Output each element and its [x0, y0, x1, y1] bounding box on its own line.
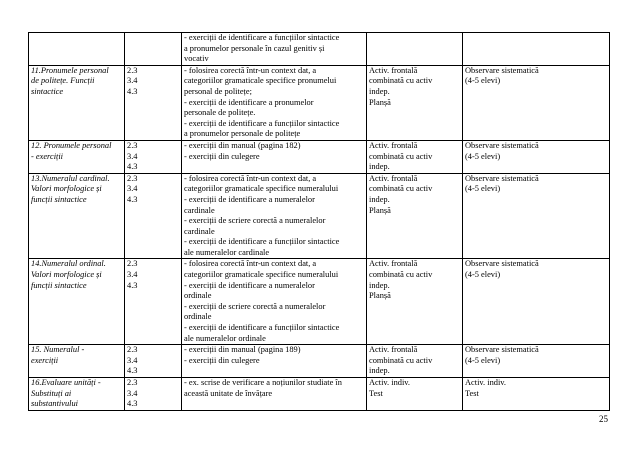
lesson-plan-table — [28, 32, 610, 411]
cell-line: 4.3 — [127, 366, 138, 376]
cell-line: 3.4 — [127, 184, 138, 194]
cell-line: 2.3 — [127, 345, 138, 355]
cell-line: Activ. frontală — [369, 173, 418, 183]
cell-line: Observare sistematică — [465, 65, 539, 75]
organization-cell — [367, 140, 463, 173]
cell-line: - exerciții de identificare a funcțiilor sintactice — [184, 118, 340, 128]
activities-cell — [182, 140, 367, 173]
cell-line: combinată cu activ — [369, 151, 433, 161]
cell-line: - exerciții din culegere — [184, 355, 260, 365]
table-row — [29, 140, 610, 173]
cell-line: indep. — [369, 366, 390, 376]
cell-line: 4.3 — [127, 162, 138, 172]
cell-line: - folosirea corectă într-un context dat, a — [184, 65, 317, 75]
cell-line: 2.3 — [127, 378, 138, 387]
cell-line: - exerciții de scriere corectă a numeralelor — [184, 216, 326, 226]
cell-line: Observare sistematică — [465, 173, 539, 183]
cell-line: - ex. scrise de verificare a noțiunilor studiate în — [184, 378, 342, 387]
cell-line: - exerciții de scriere corectă a numeralelor — [184, 301, 326, 311]
cell-line: ordinale — [184, 291, 212, 301]
cell-line: 2.3 — [127, 140, 138, 150]
cell-line: (4-5 elevi) — [465, 76, 501, 86]
cell-line: 4.3 — [127, 280, 138, 290]
topic-cell — [29, 378, 125, 411]
cell-line: funcții sintactice — [31, 194, 87, 204]
cell-line: cardinale — [184, 205, 215, 215]
cell-line: combinată cu activ — [369, 184, 433, 194]
cell-line: (4-5 elevi) — [465, 184, 501, 194]
cell-line: 3.4 — [127, 388, 138, 398]
cell-line: Activ. frontală — [369, 65, 418, 75]
cell-line: 3.4 — [127, 151, 138, 161]
cell-line: vocativ — [184, 54, 209, 64]
cell-line: indep. — [369, 162, 390, 172]
cell-line: (4-5 elevi) — [465, 151, 501, 161]
cell-line: indep. — [369, 86, 390, 96]
cell-line: Valori morfologice și — [31, 184, 102, 194]
cell-line: 2.3 — [127, 173, 138, 183]
cell-line: (4-5 elevi) — [465, 270, 501, 280]
cell-line: categoriilor gramaticale specifice numeralului — [184, 184, 339, 194]
cell-line: (4-5 elevi) — [465, 355, 501, 365]
activities-cell — [182, 33, 367, 66]
competences-cell — [125, 259, 182, 345]
organization-cell — [367, 345, 463, 378]
cell-line: sintactice — [31, 86, 64, 96]
cell-line: combinată cu activ — [369, 355, 433, 365]
table-row — [29, 345, 610, 378]
cell-line: - exerciții de identificare a funcțiilor sintactice — [184, 33, 340, 42]
cell-line: Activ. indiv. — [369, 378, 411, 387]
cell-line: Observare sistematică — [465, 259, 539, 269]
cell-line: această unitate de învățare — [184, 388, 273, 398]
cell-line: 4.3 — [127, 86, 138, 96]
competences-cell — [125, 345, 182, 378]
cell-line: - exerciții din culegere — [184, 151, 260, 161]
cell-line: - exerciții de identificare a funcțiilor sintactice — [184, 237, 340, 247]
topic-cell — [29, 173, 125, 259]
topic-cell — [29, 345, 125, 378]
cell-line: 3.4 — [127, 76, 138, 86]
competences-cell — [125, 378, 182, 411]
topic-cell — [29, 65, 125, 140]
cell-line: - exerciții — [31, 151, 64, 161]
cell-line: - exerciții de identificare a numeralelor — [184, 280, 315, 290]
cell-line: 3.4 — [127, 270, 138, 280]
topic-cell — [29, 140, 125, 173]
cell-line: Activ. frontală — [369, 259, 418, 269]
topic-cell — [29, 259, 125, 345]
cell-line: - folosirea corectă într-un context dat, a — [184, 259, 317, 269]
table-row — [29, 33, 610, 66]
cell-line: Observare sistematică — [465, 140, 539, 150]
cell-line: personale de politețe. — [184, 108, 256, 118]
cell-line: Planșă — [369, 205, 391, 215]
cell-line: 11.Pronumele personal — [31, 65, 109, 75]
cell-line: 13.Numeralul cardinal. — [31, 173, 110, 183]
cell-line: 3.4 — [127, 355, 138, 365]
cell-line: - exerciții din manual (pagina 189) — [184, 345, 301, 355]
cell-line: ale numeralelor ordinale — [184, 333, 266, 343]
cell-line: 16.Evaluare unități - — [31, 378, 101, 387]
table-row — [29, 173, 610, 259]
cell-line: ale numeralelor cardinale — [184, 247, 270, 257]
cell-line: a pronumelor personale de politețe — [184, 129, 301, 139]
evaluation-cell — [463, 378, 610, 411]
cell-line: - exerciții din manual (pagina 182) — [184, 140, 301, 150]
activities-cell — [182, 65, 367, 140]
cell-line: Activ. frontală — [369, 140, 418, 150]
competences-cell — [125, 65, 182, 140]
cell-line: Planșă — [369, 97, 391, 107]
cell-line: 12. Pronumele personal — [31, 140, 112, 150]
cell-line: 2.3 — [127, 259, 138, 269]
cell-line: Activ. indiv. — [465, 378, 507, 387]
cell-line: funcții sintactice — [31, 280, 87, 290]
organization-cell — [367, 378, 463, 411]
cell-line: ordinale — [184, 312, 212, 322]
activities-cell — [182, 378, 367, 411]
cell-line: personal de politețe; — [184, 86, 252, 96]
cell-line: categoriilor gramaticale specifice pronumelui — [184, 76, 337, 86]
cell-line: - exerciții de identificare a numeralelor — [184, 194, 315, 204]
cell-line: Valori morfologice și — [31, 270, 102, 280]
lesson-plan-body — [29, 33, 610, 411]
evaluation-cell — [463, 259, 610, 345]
cell-line: 15. Numeralul - — [31, 345, 85, 355]
evaluation-cell — [463, 173, 610, 259]
evaluation-cell — [463, 345, 610, 378]
cell-line: Activ. frontală — [369, 345, 418, 355]
activities-cell — [182, 173, 367, 259]
cell-line: Planșă — [369, 291, 391, 301]
cell-line: categoriilor gramaticale specifice numeralului — [184, 270, 339, 280]
competences-cell — [125, 173, 182, 259]
cell-line: indep. — [369, 194, 390, 204]
cell-line: de politețe. Funcții — [31, 76, 95, 86]
cell-line: - folosirea corectă într-un context dat, a — [184, 173, 317, 183]
organization-cell — [367, 33, 463, 66]
cell-line: indep. — [369, 280, 390, 290]
cell-line: 2.3 — [127, 65, 138, 75]
cell-line: Observare sistematică — [465, 345, 539, 355]
organization-cell — [367, 173, 463, 259]
cell-line: - exerciții de identificare a funcțiilor sintactice — [184, 323, 340, 333]
table-row — [29, 259, 610, 345]
topic-cell — [29, 33, 125, 66]
cell-line: combinată cu activ — [369, 270, 433, 280]
evaluation-cell — [463, 33, 610, 66]
cell-line: substantivului — [31, 399, 78, 409]
cell-line: 4.3 — [127, 399, 138, 409]
activities-cell — [182, 259, 367, 345]
organization-cell — [367, 259, 463, 345]
cell-line: a pronumelor personale în cazul genitiv și — [184, 43, 325, 53]
cell-line: 14.Numeralul ordinal. — [31, 259, 106, 269]
page-number: 25 — [599, 414, 608, 424]
cell-line: exerciții — [31, 355, 59, 365]
evaluation-cell — [463, 65, 610, 140]
table-row — [29, 378, 610, 411]
cell-line: - exerciții de identificare a pronumelor — [184, 97, 314, 107]
cell-line: Test — [369, 388, 383, 398]
cell-line: Substituți ai — [31, 388, 72, 398]
competences-cell — [125, 33, 182, 66]
cell-line: cardinale — [184, 226, 215, 236]
activities-cell — [182, 345, 367, 378]
organization-cell — [367, 65, 463, 140]
competences-cell — [125, 140, 182, 173]
cell-line: Test — [465, 388, 479, 398]
cell-line: 4.3 — [127, 194, 138, 204]
cell-line: combinată cu activ — [369, 76, 433, 86]
evaluation-cell — [463, 140, 610, 173]
table-row — [29, 65, 610, 140]
